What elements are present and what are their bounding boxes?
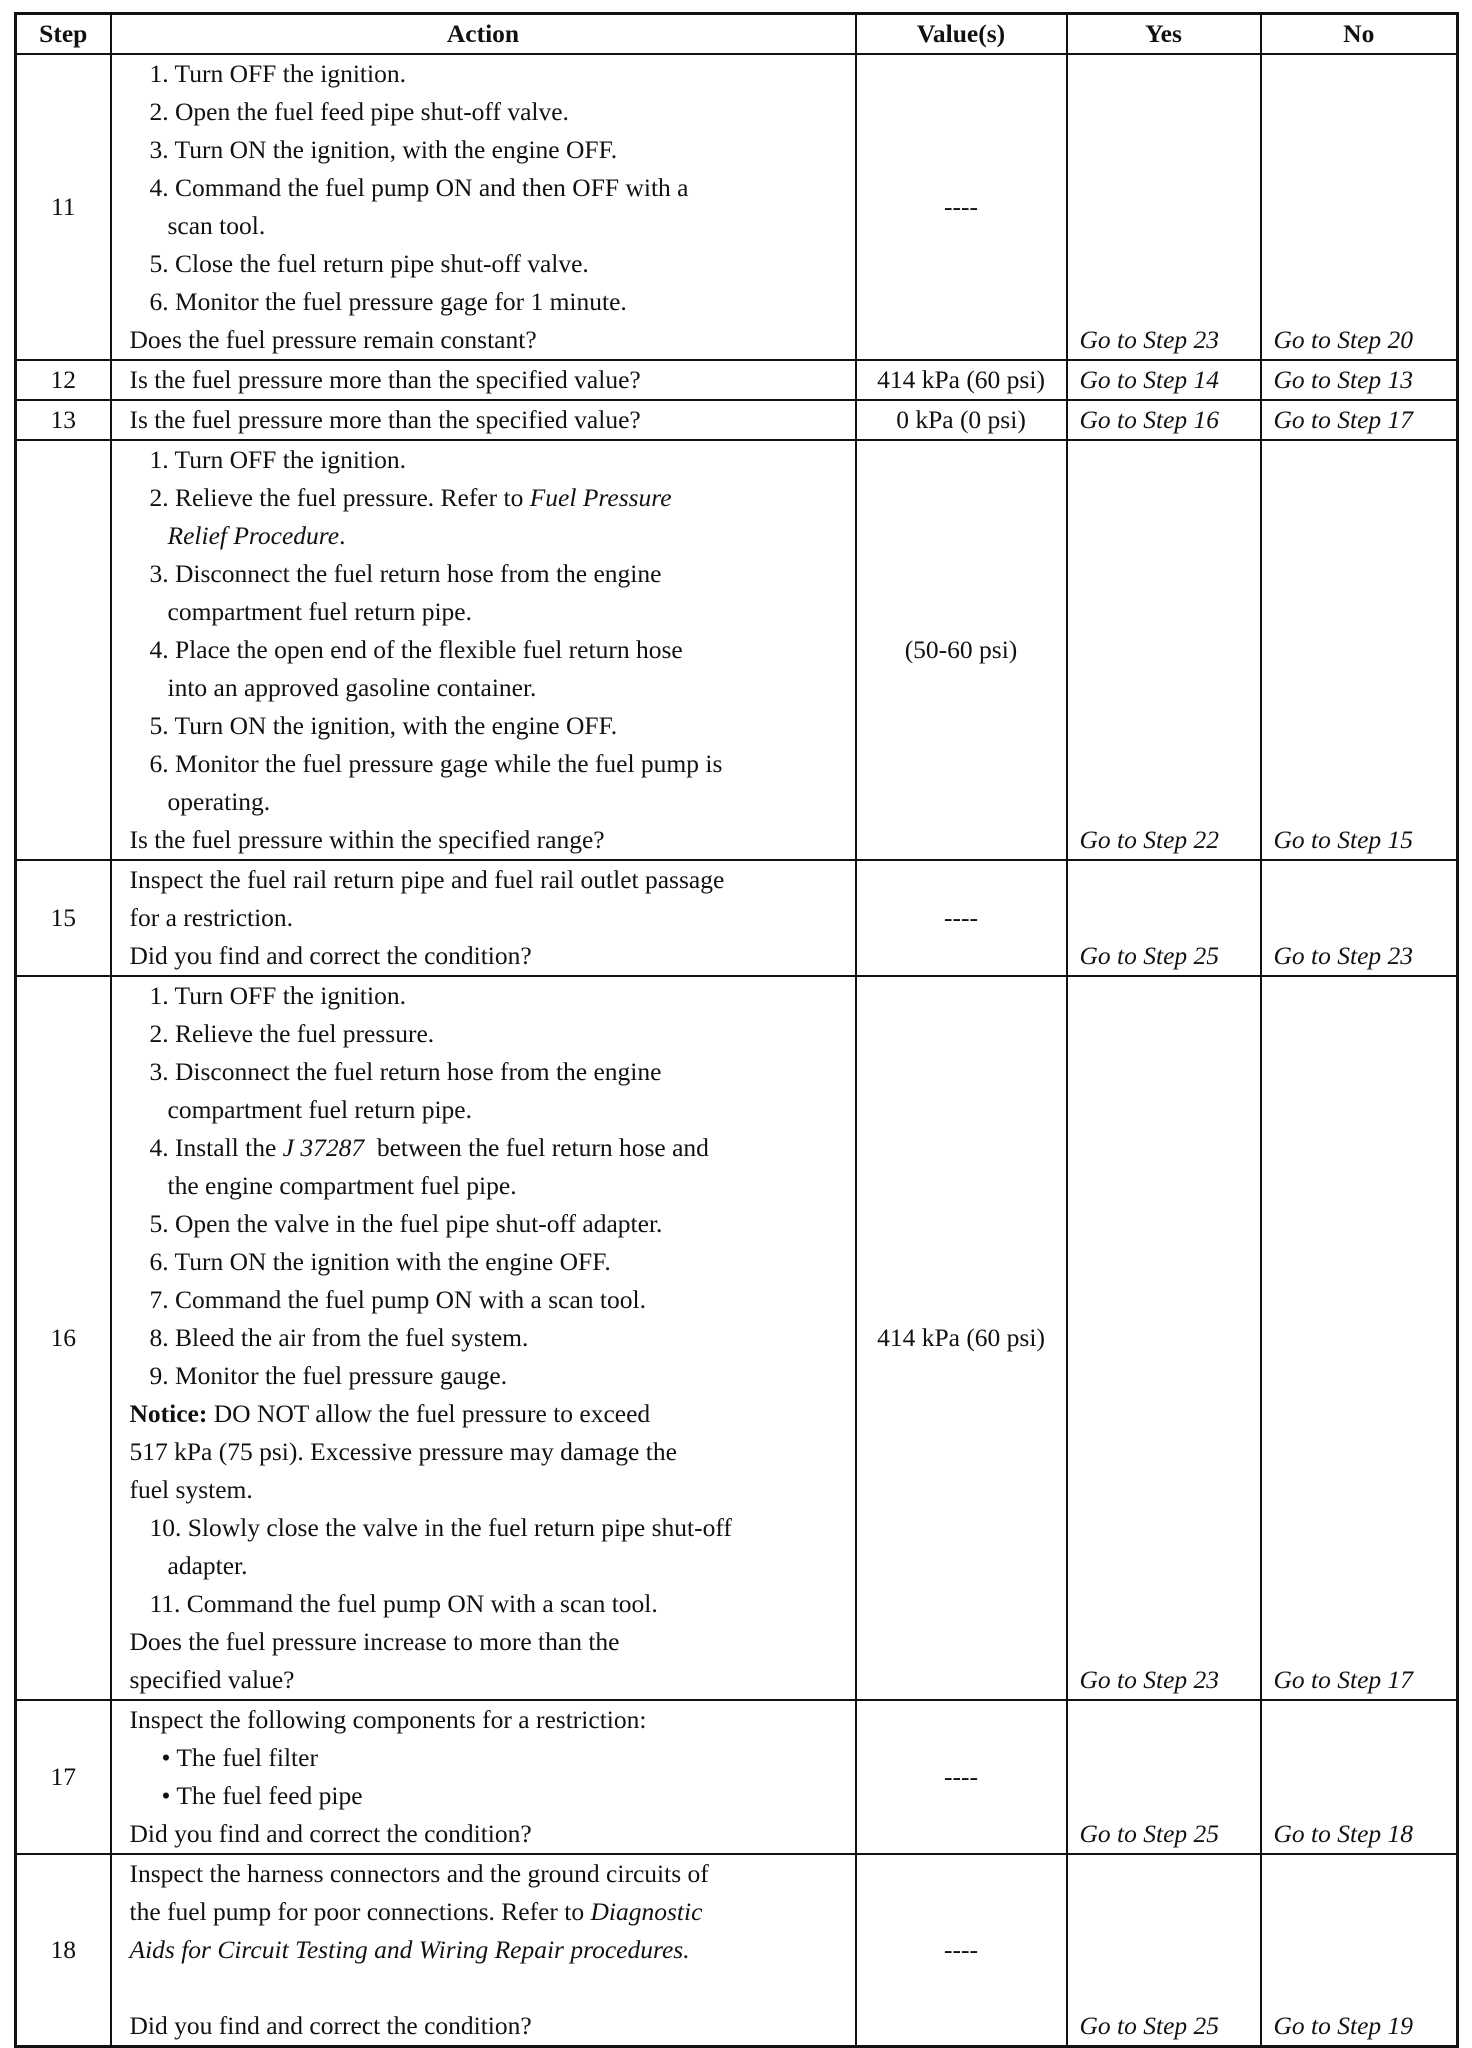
notice-text: DO NOT allow the fuel pressure to exceed	[213, 1399, 651, 1428]
bullet-item: • The fuel feed pipe	[161, 1781, 363, 1810]
yes-action: Go to Step 23	[1067, 54, 1261, 360]
list-item: 5. Close the fuel return pipe shut-off valve.	[149, 249, 589, 278]
yes-action: Go to Step 25	[1067, 860, 1261, 976]
table-row	[16, 54, 1458, 360]
list-item: 1. Turn OFF the ignition.	[149, 445, 406, 474]
value-cell: ----	[856, 860, 1067, 976]
step-number: 13	[16, 400, 111, 440]
action-text	[130, 1893, 847, 1931]
action-cell	[111, 976, 856, 1700]
question-text: Is the fuel pressure more than the specified value?	[111, 400, 856, 440]
list-item: 6. Turn ON the ignition with the engine OFF.	[149, 1247, 611, 1276]
action-text-span: the fuel pump for poor connections. Refer to	[129, 1897, 585, 1926]
list-item-text: 4. Install the	[149, 1133, 277, 1162]
reference-link[interactable]: Diagnostic	[590, 1897, 703, 1926]
list-item: 2. Relieve the fuel pressure.	[149, 1019, 435, 1048]
list-item-continuation	[130, 517, 847, 555]
list-item: 1. Turn OFF the ignition.	[149, 981, 406, 1010]
step-number: 15	[16, 860, 111, 976]
notice	[130, 1395, 847, 1433]
question-text: Is the fuel pressure more than the specified value?	[111, 360, 856, 400]
list-item: 5. Open the valve in the fuel pipe shut-off adapter.	[149, 1209, 663, 1238]
action-text: Inspect the fuel rail return pipe and fuel rail outlet passage	[129, 865, 725, 894]
list-item: 3. Disconnect the fuel return hose from the engine	[149, 559, 662, 588]
list-item-continuation: the engine compartment fuel pipe.	[167, 1171, 517, 1200]
header-value: Value(s)	[856, 14, 1067, 55]
action-cell	[111, 1700, 856, 1854]
no-action: Go to Step 18	[1261, 1700, 1458, 1854]
step-number: 16	[16, 976, 111, 1700]
reference-link[interactable]: Aids for Circuit Testing and Wiring Repair procedures.	[129, 1935, 690, 1964]
yes-action: Go to Step 25	[1067, 1854, 1261, 2047]
no-action: Go to Step 15	[1261, 440, 1458, 860]
question-text: Did you find and correct the condition?	[129, 941, 532, 970]
list-item	[130, 479, 847, 517]
step-number: 17	[16, 1700, 111, 1854]
step-number: 18	[16, 1854, 111, 2047]
question-text: Does the fuel pressure remain constant?	[129, 325, 537, 354]
list-item: 6. Monitor the fuel pressure gage while the fuel pump is	[149, 749, 723, 778]
list-item: 10. Slowly close the valve in the fuel return pipe shut-off	[149, 1513, 732, 1542]
value-cell: 0 kPa (0 psi)	[856, 400, 1067, 440]
list-item: 8. Bleed the air from the fuel system.	[149, 1323, 529, 1352]
list-item: 1. Turn OFF the ignition.	[149, 59, 406, 88]
no-action: Go to Step 17	[1261, 400, 1458, 440]
list-item-text: .	[339, 521, 346, 550]
table-row	[16, 440, 1458, 860]
reference-link[interactable]: Fuel Pressure	[529, 483, 672, 512]
question-text: Did you find and correct the condition?	[129, 1819, 532, 1848]
value-cell: 414 kPa (60 psi)	[856, 976, 1067, 1700]
bullet-item: • The fuel filter	[161, 1743, 318, 1772]
no-action: Go to Step 23	[1261, 860, 1458, 976]
list-item	[130, 1129, 847, 1167]
list-item-continuation: scan tool.	[167, 211, 266, 240]
question-text: Does the fuel pressure increase to more than the	[129, 1627, 620, 1656]
action-text: Inspect the following components for a restriction:	[129, 1705, 647, 1734]
question-text: Did you find and correct the condition?	[129, 2011, 532, 2040]
header-no: No	[1261, 14, 1458, 55]
table-row	[16, 1854, 1458, 2047]
list-item-text: between the fuel return hose and	[376, 1133, 709, 1162]
table-row	[16, 860, 1458, 976]
step-number	[16, 440, 111, 860]
notice-label: Notice:	[129, 1399, 208, 1428]
list-item: 3. Turn ON the ignition, with the engine OFF.	[149, 135, 618, 164]
yes-action: Go to Step 16	[1067, 400, 1261, 440]
table-row	[16, 360, 1458, 400]
value-cell: (50-60 psi)	[856, 440, 1067, 860]
diagnostic-table	[14, 12, 1459, 2048]
list-item: 11. Command the fuel pump ON with a scan tool.	[149, 1589, 658, 1618]
yes-action: Go to Step 14	[1067, 360, 1261, 400]
list-item: 5. Turn ON the ignition, with the engine OFF.	[149, 711, 618, 740]
step-number: 12	[16, 360, 111, 400]
notice-text: fuel system.	[129, 1475, 253, 1504]
no-action: Go to Step 13	[1261, 360, 1458, 400]
list-item: 3. Disconnect the fuel return hose from the engine	[149, 1057, 662, 1086]
list-item-text: 2. Relieve the fuel pressure. Refer to	[149, 483, 524, 512]
yes-action: Go to Step 25	[1067, 1700, 1261, 1854]
header-action: Action	[111, 14, 856, 55]
list-item: 7. Command the fuel pump ON with a scan tool.	[149, 1285, 646, 1314]
table-row	[16, 976, 1458, 1700]
action-cell	[111, 440, 856, 860]
list-item-continuation: into an approved gasoline container.	[167, 673, 537, 702]
notice-text: 517 kPa (75 psi). Excessive pressure may damage the	[129, 1437, 677, 1466]
action-text: Inspect the harness connectors and the ground circuits of	[129, 1859, 709, 1888]
spacer	[130, 1969, 847, 2007]
value-cell: ----	[856, 1700, 1067, 1854]
tool-reference-link[interactable]: J 37287	[282, 1133, 365, 1162]
list-item-continuation: adapter.	[167, 1551, 248, 1580]
header-yes: Yes	[1067, 14, 1261, 55]
list-item: 9. Monitor the fuel pressure gauge.	[149, 1361, 508, 1390]
list-item: 2. Open the fuel feed pipe shut-off valve.	[149, 97, 569, 126]
action-text	[130, 1931, 847, 1969]
action-cell	[111, 54, 856, 360]
table-row	[16, 1700, 1458, 1854]
value-cell: ----	[856, 1854, 1067, 2047]
question-text: Is the fuel pressure within the specified range?	[129, 825, 605, 854]
table-row	[16, 400, 1458, 440]
list-item: 4. Place the open end of the flexible fuel return hose	[149, 635, 683, 664]
step-number: 11	[16, 54, 111, 360]
list-item: 6. Monitor the fuel pressure gage for 1 minute.	[149, 287, 627, 316]
question-text: specified value?	[129, 1665, 295, 1694]
table-header-row	[16, 14, 1458, 55]
action-cell	[111, 860, 856, 976]
value-cell: 414 kPa (60 psi)	[856, 360, 1067, 400]
yes-action: Go to Step 22	[1067, 440, 1261, 860]
yes-action: Go to Step 23	[1067, 976, 1261, 1700]
no-action: Go to Step 19	[1261, 1854, 1458, 2047]
reference-link[interactable]: Relief Procedure	[167, 521, 340, 550]
list-item: 4. Command the fuel pump ON and then OFF with a	[149, 173, 689, 202]
list-item-continuation: operating.	[167, 787, 271, 816]
action-cell	[111, 1854, 856, 2047]
no-action: Go to Step 20	[1261, 54, 1458, 360]
no-action: Go to Step 17	[1261, 976, 1458, 1700]
value-cell: ----	[856, 54, 1067, 360]
list-item-continuation: compartment fuel return pipe.	[167, 597, 472, 626]
list-item-continuation: compartment fuel return pipe.	[167, 1095, 472, 1124]
header-step: Step	[16, 14, 111, 55]
action-text: for a restriction.	[129, 903, 294, 932]
